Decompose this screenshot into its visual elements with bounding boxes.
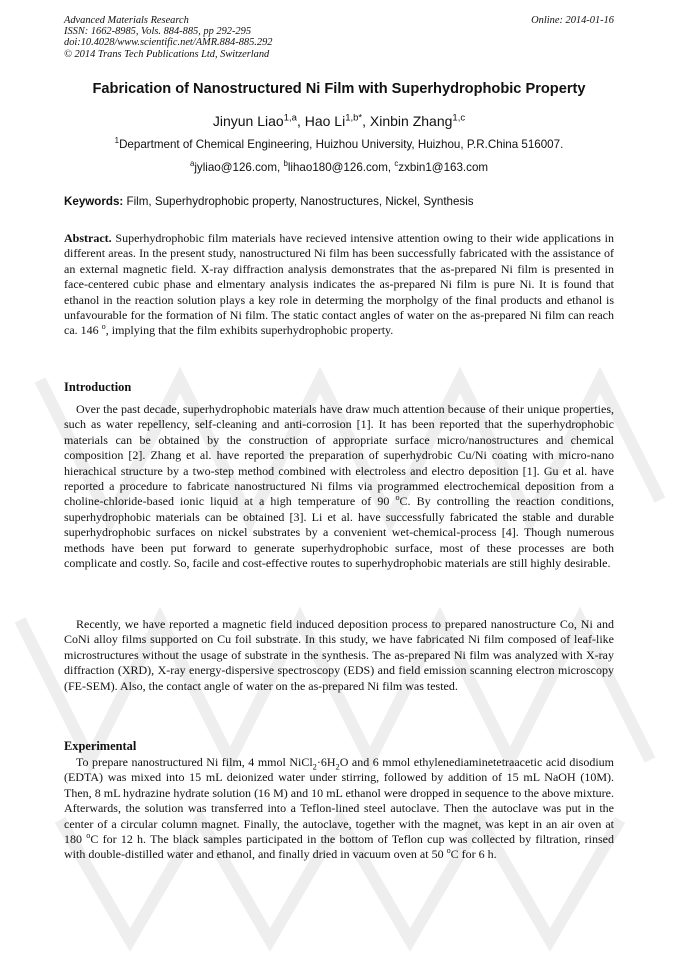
affiliation-text: Department of Chemical Engineering, Huizhou University, Huizhou, P.R.China 516007. xyxy=(119,138,564,151)
email-link[interactable]: jyliao@126.com, xyxy=(194,161,284,174)
issn-line: ISSN: 1662-8985, Vols. 884-885, pp 292-295 xyxy=(64,26,252,38)
keywords-text: Film, Superhydrophobic property, Nanostructures, Nickel, Synthesis xyxy=(123,195,474,208)
author-sep: , xyxy=(296,113,305,129)
journal-name: Advanced Materials Research xyxy=(64,15,189,26)
abstract xyxy=(64,231,614,339)
email-list xyxy=(0,161,678,174)
subscript: 2 xyxy=(335,762,340,772)
degree-sup: o xyxy=(86,831,91,841)
intro-text: Over the past decade, superhydrophobic materials have draw much attention because of their unique properties, such as water repellency, self-cleaning and anti-corrosion [1]. It has been reported that the superhydrophobic materials can be obtained by the construction of appropriate surface micro/nanostructures and chemical composition [2]. Zhang et al. have reported the preparation of superhydrobic Cu/Ni coating with micro-nano hierachical structure by a two-step method combined with electroless and electro deposition [1]. Gu et al. have reported a procedure to fabricate nanostructured Ni films via programmed electrochemical deposition from a choline-chloride-based ionic liquid at a high temperature of 90 xyxy=(64,402,614,509)
exp-text: ·6H xyxy=(316,755,336,769)
journal-header xyxy=(64,15,272,60)
introduction-heading: Introduction xyxy=(64,380,132,394)
author-name: Jinyun Liao xyxy=(212,113,284,129)
copyright-line: © 2014 Trans Tech Publications Ltd, Switzerland xyxy=(64,48,270,60)
subscript: 2 xyxy=(312,762,317,772)
abstract-tail: , implying that the film exhibits superhydrophobic property. xyxy=(105,323,394,338)
keywords xyxy=(64,195,614,208)
keywords-label: Keywords: xyxy=(64,195,124,208)
email-sup: a xyxy=(189,159,195,169)
exp-text: C for 12 h. The black samples participated in the bottom of Teflon cup was collected by filtration, rinsed with double-distilled water and ethanol, and finally dried in vacuum oven at 50 xyxy=(64,832,614,862)
intro-paragraph-1 xyxy=(64,402,614,571)
author-sup: 1,a xyxy=(283,112,297,124)
degree-sup: o xyxy=(446,846,451,856)
author-sup: 1,c xyxy=(452,112,466,124)
email-link[interactable]: zxbin1@163.com xyxy=(398,161,489,174)
affiliation xyxy=(0,138,678,151)
intro-text: C. By controlling the reaction conditions, superhydrophobic materials can be obtained [3]. Li et al. have successfully fabricated the stable and durable superhydrophobic surfaces on nickel substrates by a convenient wet-chemical-process [4]. Though numerous methods have been put forward to generate superhydrophobic surface, most of these processes are both complicate and costly. So, facile and cost-effective routes to superhydrophobic materials are still highly desirable. xyxy=(64,494,615,571)
degree-sup: o xyxy=(395,493,400,503)
email-sup: c xyxy=(394,159,399,169)
author-list xyxy=(0,113,678,129)
email-sup: b xyxy=(283,159,288,169)
author-name: Hao Li xyxy=(304,113,346,129)
intro-paragraph-2: Recently, we have reported a magnetic field induced deposition process to prepared nanostructure Co, Ni and CoNi alloy films supported on Cu foil substrate. In this study, we have fabricated Ni film composed of leaf-like microstructures without the usage of substrate in the synthesis. The as-prepared Ni film was analyzed with X-ray diffraction (XRD), X-ray energy-dispersive spectroscopy (EDS) and field emission scanning electron microscopy (FE-SEM). Also, the contact angle of water on the as-prepared Ni film was tested. xyxy=(64,617,614,693)
exp-text: O and 6 mmol ethylenediaminetetraacetic acid disodium (EDTA) was mixed into 15 mL deionized water under stirring, followed by addition of 15 mL NaOH (10M). Then, 8 mL hydrazine hydrate solution (16 M) and 10 mL ethanol were dropped in sequence to the above mixture. Afterwards, the solution was transferred into a Teflon-lined steel autoclave. Then the autoclave was put in the center of a circular column magnet. Finally, the autoclave, together with the magnet, was kept in an air oven at 180 xyxy=(64,755,615,847)
author-name: Xinbin Zhang xyxy=(369,113,453,129)
abstract-text: Superhydrophobic film materials have recieved intensive attention owing to their wide applications in different areas. In the present study, nanostructured Ni film has been successfully fabricated with the assistance of an external magnetic field. X-ray diffraction analysis demonstrates that the as-prepared Ni film is presented in face-centered cubic phase and elmentary analysis indicates the as-prepared Ni film is pure Ni. It is found that ethanol in the reaction solution plays a key role in determing the morpholgy of the final products and ethanol is unfavourable for the formation of Ni film. The static contact angles of water on the as-prepared Ni film can reach ca. 146 xyxy=(64,231,614,338)
degree-sup: o xyxy=(101,322,106,332)
exp-text: C for 6 h. xyxy=(450,847,497,862)
doi-line: doi:10.4028/www.scientific.net/AMR.884-885.292 xyxy=(64,37,273,49)
author-sep: , xyxy=(362,113,370,129)
paper-title: Fabrication of Nanostructured Ni Film with Superhydrophobic Property xyxy=(92,81,586,97)
online-date: Online: 2014-01-16 xyxy=(531,15,614,26)
affiliation-sup: 1 xyxy=(114,136,120,146)
exp-text: To prepare nanostructured Ni film, 4 mmol NiCl xyxy=(76,755,313,769)
email-link[interactable]: lihao180@126.com, xyxy=(287,161,395,174)
experimental-heading: Experimental xyxy=(64,739,137,753)
abstract-label: Abstract. xyxy=(64,231,112,245)
experimental-paragraph xyxy=(64,755,614,863)
author-sup: 1,b* xyxy=(345,112,363,124)
